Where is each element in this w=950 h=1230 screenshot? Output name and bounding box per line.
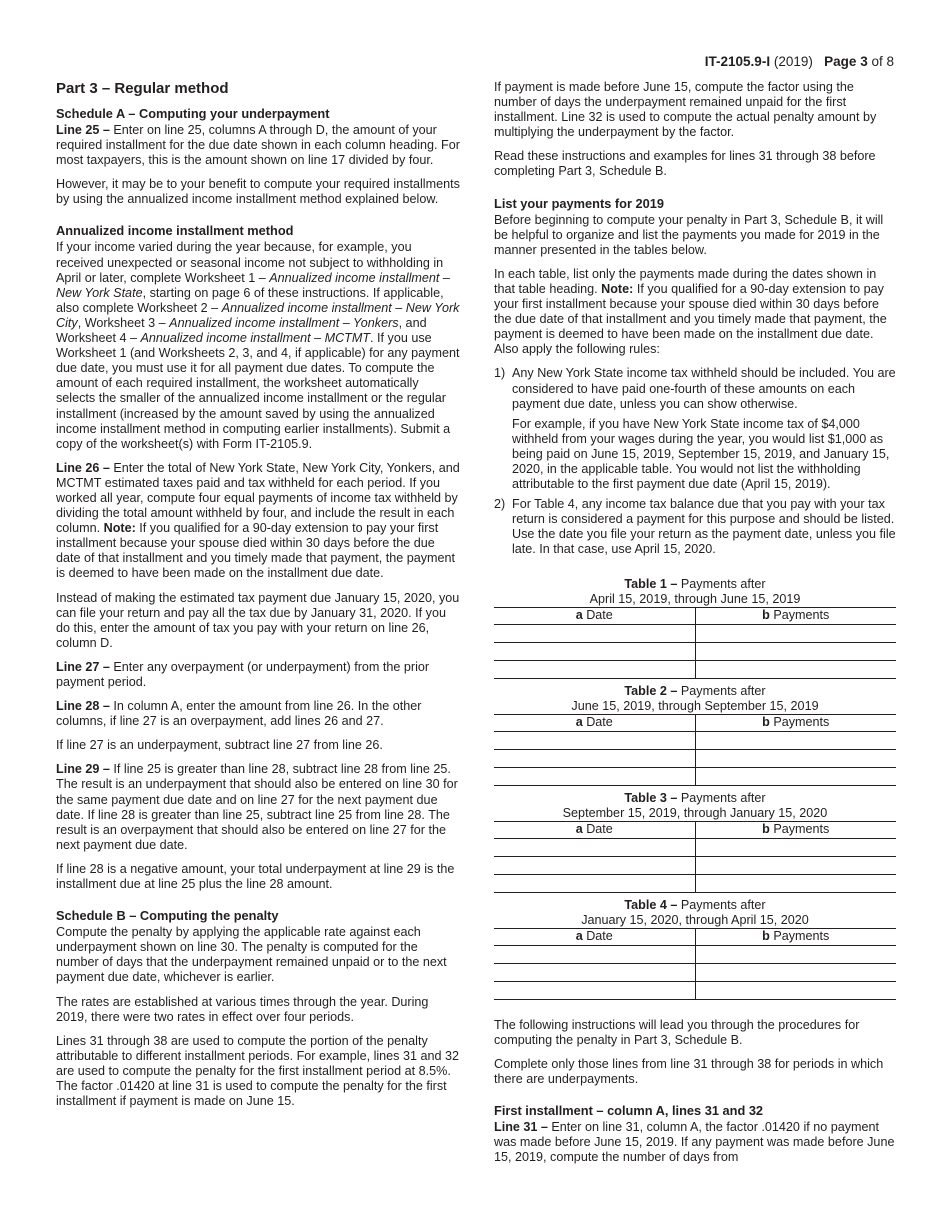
right-paragraph-6: Complete only those lines from line 31 through 38 for periods in which there are underpayments. — [494, 1056, 884, 1086]
table-range: January 15, 2020, through April 15, 2020 — [581, 912, 809, 927]
column-letter-a: a — [575, 929, 583, 944]
payment-cell[interactable] — [695, 874, 896, 892]
schedule-b-paragraph-3: Lines 31 through 38 are used to compute the portion of the penalty attributable to different installment periods. For example, lines 31 and 32 are used to compute the penalty for the first installment period at 8.5%. The factor .01420 at line 31 is used to compute the penalty for the first installment if payment is made on June 15. — [56, 1033, 459, 1109]
rule-2-text: For Table 4, any income tax balance due that you pay with your tax return is considered a payment for this purpose and should be listed. Use the date you file your return as the payment date, unless you file late. In that case, use April 15, 2020. — [512, 497, 896, 557]
annualized-text-5: . If you use Worksheet 1 (and Worksheets 2, 3, and 4, if applicable) for any payment due date, you must use it for all payment due dates. To compute the amount of each required installment, the worksheet automatically selects the smaller of the annualized income installment or the regular installment (increased by the amount saved by using the annualized income installment method in computing earlier installments). Submit a copy of the worksheet(s) with Form IT-2105.9. — [56, 331, 460, 451]
right-paragraph-1: If payment is made before June 15, compute the factor using the number of days the underpayment remained unpaid for the first installment. Line 32 is used to compute the actual penalty amount by multiplying the underpayment by the factor. — [494, 80, 877, 140]
column-header-payments — [695, 928, 896, 945]
rule-1-number: 1) — [494, 366, 506, 381]
table-row — [494, 856, 896, 874]
annualized-text-4: , and Worksheet 4 – — [56, 315, 427, 346]
date-cell[interactable] — [494, 767, 695, 785]
payment-cell[interactable] — [695, 642, 896, 660]
column-letter-b: b — [762, 608, 770, 623]
line-25-paragraph — [56, 123, 460, 168]
table-row — [494, 981, 896, 999]
annualized-text-2: , starting on page 6 of these instructions. If applicable, also complete Worksheet 2 – — [56, 285, 444, 315]
worksheet-3-name: Annualized income installment – Yonkers — [169, 315, 399, 330]
payment-cell[interactable] — [695, 624, 896, 642]
annualized-paragraph — [56, 240, 460, 451]
rule-1-text: Any New York State income tax withheld should be included. You are considered to have paid one-fourth of these amounts on each payment due date, unless you can show otherwise. — [512, 366, 896, 411]
payments-table-4 — [494, 893, 896, 1000]
right-paragraph-2: Read these instructions and examples for lines 31 through 38 before completing Part 3, Schedule B. — [494, 149, 876, 179]
table-title: Payments after — [677, 897, 766, 912]
column-label-date: Date — [582, 822, 613, 837]
column-letter-a: a — [575, 715, 583, 730]
payment-cell[interactable] — [695, 981, 896, 999]
list-payments-title: List your payments for 2019 — [494, 195, 664, 211]
payment-cell[interactable] — [695, 749, 896, 767]
schedule-b-title: Schedule B – Computing the penalty — [56, 908, 279, 924]
left-column — [56, 80, 460, 1118]
table-row — [494, 838, 896, 856]
part-title: Part 3 – Regular method — [56, 80, 229, 97]
line-29-text: If line 25 is greater than line 28, subtract line 28 from line 25. The result is an underpayment that should also be entered on line 30 for the same payment due date and on line 27 for the next payment due date. If line 28 is greater than line 25, subtract line 25 from line 28. The result is an overpayment that should also be entered on line 27 for the next payment due date. — [56, 762, 458, 852]
line-31-text: Enter on line 31, column A, the factor .01420 if no payment was made before June 15, 2019. If any payment was made before June 15, 2019, compute the number of days from — [494, 1119, 895, 1165]
rule-1 — [494, 366, 896, 497]
line-26-note-label: Note: — [103, 521, 136, 536]
payment-cell[interactable] — [695, 838, 896, 856]
page-of: of 8 — [871, 54, 894, 69]
date-cell[interactable] — [494, 874, 695, 892]
table-row — [494, 642, 896, 660]
form-year: (2019) — [773, 54, 813, 69]
column-label-payments: Payments — [769, 608, 830, 623]
line-26-label: Line 26 – — [56, 460, 110, 475]
annualized-text-3: , Worksheet 3 – — [77, 315, 170, 330]
column-header-payments — [695, 821, 896, 838]
page-number: 3 — [860, 54, 868, 69]
rule-2-number: 2) — [494, 497, 506, 512]
line-27-text: Enter any overpayment (or underpayment) from the prior payment period. — [56, 659, 430, 689]
line-27-paragraph — [56, 660, 460, 690]
table-name: Table 3 – — [624, 790, 678, 805]
table-caption — [494, 572, 896, 608]
annualized-title: Annualized income installment method — [56, 223, 294, 239]
line-25-text: Enter on line 25, columns A through D, the amount of your required installment for the due date shown in each column heading. For most taxpayers, this is the amount shown on line 17 divided by four. — [56, 123, 460, 168]
worksheet-2-name: Annualized income installment – New York City — [56, 300, 460, 330]
column-header-date — [494, 714, 695, 731]
date-cell[interactable] — [494, 963, 695, 981]
table-name: Table 1 – — [624, 576, 678, 591]
table-title: Payments after — [677, 790, 766, 805]
annualized-text-1: If your income varied during the year because, for example, you received unexpected or seasonal income not subject to withholding in April or later, complete Worksheet 1 – — [56, 240, 444, 285]
line-28-label: Line 28 – — [56, 699, 110, 714]
line-29-label: Line 29 – — [56, 762, 110, 777]
right-paragraph-3: Before beginning to compute your penalty in Part 3, Schedule B, it will be helpful to organize and list the payments you made for 2019 in the manner presented in the tables below. — [494, 212, 884, 257]
table-row — [494, 624, 896, 642]
column-label-payments: Payments — [769, 929, 830, 944]
payment-tables — [494, 572, 896, 1000]
worksheet-4-name: Annualized income installment – MCTMT — [140, 331, 371, 346]
payment-cell[interactable] — [695, 945, 896, 963]
payments-table-2 — [494, 679, 896, 786]
table-range: June 15, 2019, through September 15, 2019 — [571, 698, 819, 713]
payments-table-1 — [494, 572, 896, 679]
line-28-text: In column A, enter the amount from line 26. In the other columns, if line 27 is an overpayment, add lines 26 and 27. — [56, 699, 422, 729]
right-paragraph-5: The following instructions will lead you through the procedures for computing the penalty in Part 3, Schedule B. — [494, 1017, 860, 1047]
table-row — [494, 749, 896, 767]
table-row — [494, 963, 896, 981]
date-cell[interactable] — [494, 624, 695, 642]
line-26-text: Enter the total of New York State, New York City, Yonkers, and MCTMT estimated taxes paid and tax withheld for each period. If you worked all year, compute four equal payments of income tax withheld by dividing the total amount withheld by four, and include the result in each column. — [56, 460, 460, 536]
line-26-note-text: If you qualified for a 90-day extension to pay your first installment because your spouse died within 30 days before the due date of that installment and you timely made that payment, the payment is deemed to have been made on the installment due date. — [56, 521, 456, 581]
date-cell[interactable] — [494, 731, 695, 749]
payment-cell[interactable] — [695, 856, 896, 874]
right-note-label: Note: — [601, 281, 634, 296]
page-header — [705, 54, 894, 69]
right-note-text: If you qualified for a 90-day extension to pay your first installment because your spouse died within 30 days before the due date of that installment and you timely made that payment, the payment is deemed to have been made on the installment due date. Also apply the following rules: — [494, 281, 887, 357]
column-header-date — [494, 928, 695, 945]
column-header-payments — [695, 714, 896, 731]
payments-table-3 — [494, 786, 896, 893]
table-caption — [494, 893, 896, 929]
page-label: Page — [824, 54, 857, 69]
date-cell[interactable] — [494, 945, 695, 963]
schedule-a-title: Schedule A – Computing your underpayment — [56, 106, 330, 121]
column-letter-a: a — [575, 822, 583, 837]
rule-1-example: For example, if you have New York State income tax of $4,000 withheld from your wages during the year, you would list $1,000 as being paid on June 15, 2019, September 15, 2019, and January 15, 2020, in the applicable table. You would not list the withholding attributable to the first payment due date (April 15, 2019). — [512, 416, 890, 492]
date-cell[interactable] — [494, 749, 695, 767]
line-31-paragraph — [494, 1120, 896, 1165]
column-label-payments: Payments — [769, 715, 830, 730]
table-title: Payments after — [677, 683, 766, 698]
table-range: April 15, 2019, through June 15, 2019 — [589, 591, 801, 606]
form-number: IT-2105.9-I — [704, 54, 771, 69]
line-26-paragraph — [56, 461, 460, 582]
first-installment-title: First installment – column A, lines 31 and 32 — [494, 1102, 764, 1118]
payment-cell[interactable] — [695, 731, 896, 749]
column-label-date: Date — [582, 929, 613, 944]
column-label-payments: Payments — [769, 822, 830, 837]
column-header-date — [494, 607, 695, 624]
if-line-27-paragraph: If line 27 is an underpayment, subtract line 27 from line 26. — [56, 738, 383, 753]
line-28-paragraph — [56, 699, 460, 729]
column-letter-a: a — [575, 608, 583, 623]
table-caption — [494, 786, 896, 822]
column-letter-b: b — [762, 822, 770, 837]
schedule-b-paragraph-1: Compute the penalty by applying the applicable rate against each underpayment shown on line 30. The penalty is computed for the number of days that the underpayment remained unpaid or to the next payment due date, whichever is earlier. — [56, 925, 447, 985]
table-row — [494, 945, 896, 963]
however-paragraph: However, it may be to your benefit to compute your required installments by using the annualized income installment method explained below. — [56, 177, 460, 207]
line-25-label: Line 25 – — [56, 123, 110, 137]
column-label-date: Date — [582, 608, 613, 623]
table-row — [494, 731, 896, 749]
table-row — [494, 767, 896, 785]
if-line-28-paragraph: If line 28 is a negative amount, your total underpayment at line 29 is the installment due at line 25 plus the line 28 amount. — [56, 861, 455, 892]
line-31-label: Line 31 – — [494, 1119, 548, 1134]
table-row — [494, 874, 896, 892]
column-header-date — [494, 821, 695, 838]
column-letter-b: b — [762, 929, 770, 944]
payment-cell[interactable] — [695, 660, 896, 678]
table-name: Table 4 – — [624, 897, 678, 912]
date-cell[interactable] — [494, 838, 695, 856]
date-cell[interactable] — [494, 981, 695, 999]
table-name: Table 2 – — [624, 683, 678, 698]
line-29-paragraph — [56, 762, 460, 853]
right-paragraph-4 — [494, 267, 896, 358]
table-row — [494, 660, 896, 678]
date-cell[interactable] — [494, 660, 695, 678]
date-cell[interactable] — [494, 642, 695, 660]
table-caption — [494, 679, 896, 715]
rule-2 — [494, 497, 896, 562]
worksheet-1-name: Annualized income installment – New York State — [56, 270, 450, 300]
payment-cell[interactable] — [695, 767, 896, 785]
right-column — [494, 80, 896, 1174]
right-paragraph-4-text: In each table, list only the payments made during the dates shown in that table heading. — [494, 266, 877, 296]
date-cell[interactable] — [494, 856, 695, 874]
column-header-payments — [695, 607, 896, 624]
column-label-date: Date — [582, 715, 613, 730]
table-range: September 15, 2019, through January 15, 2020 — [562, 805, 828, 820]
column-letter-b: b — [762, 715, 770, 730]
rules-list — [494, 366, 896, 562]
instead-paragraph: Instead of making the estimated tax payment due January 15, 2020, you can file your return and pay all the tax due by January 31, 2020. If you do this, enter the amount of tax you pay with your return on line 26, column D. — [56, 590, 460, 650]
line-27-label: Line 27 – — [56, 659, 110, 674]
schedule-b-paragraph-2: The rates are established at various times through the year. During 2019, there were two rates in effect over four periods. — [56, 994, 429, 1024]
table-title: Payments after — [677, 576, 766, 591]
payment-cell[interactable] — [695, 963, 896, 981]
